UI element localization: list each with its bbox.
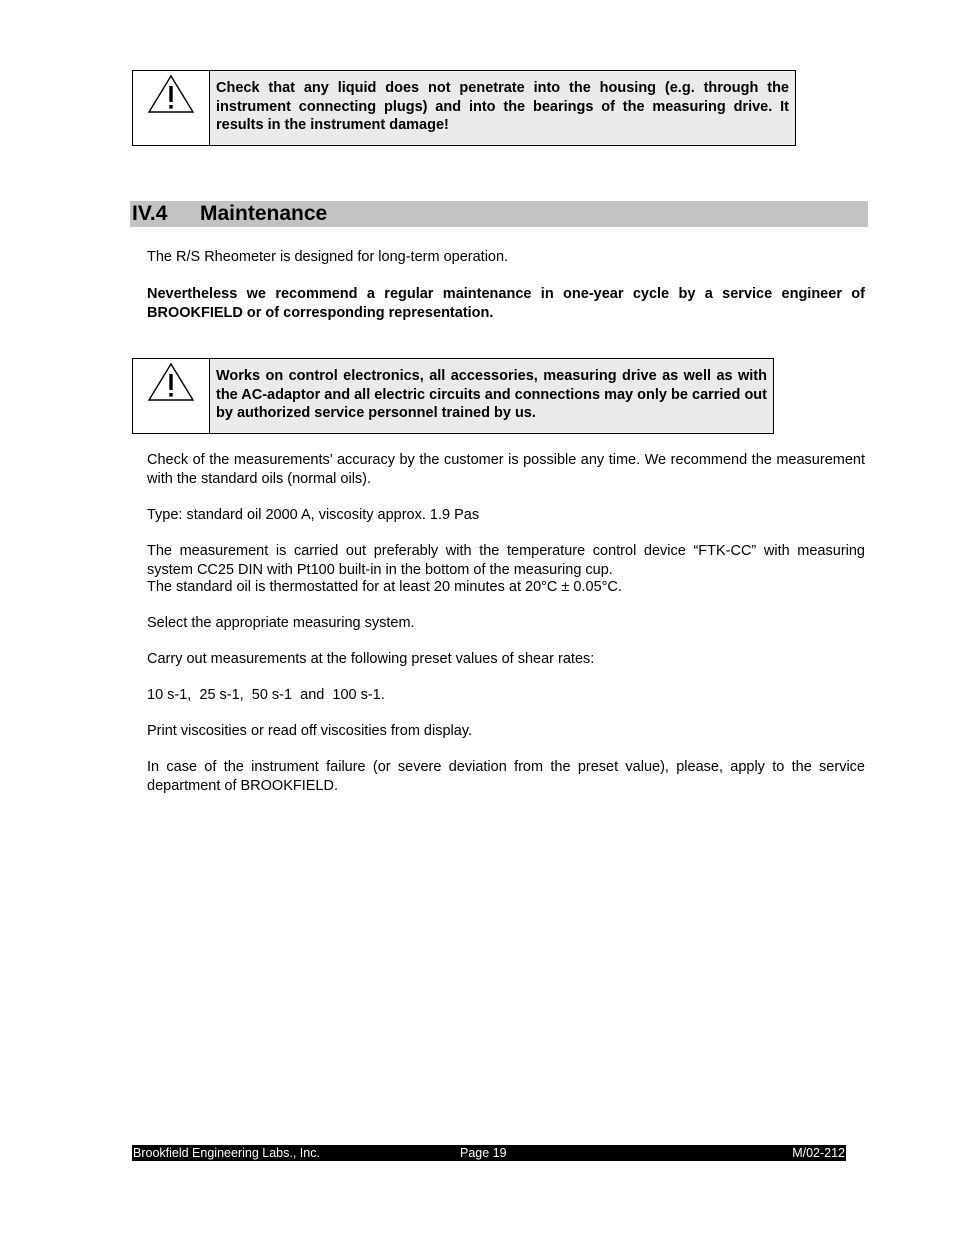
section-title: Maintenance	[200, 202, 328, 225]
recommendation-paragraph: Nevertheless we recommend a regular maintenance in one-year cycle by a service engineer of BROOKFIELD or of corresponding representation.	[147, 286, 865, 321]
procedure-paragraph: The measurement is carried out preferably with the temperature control device “FTK-CC” with measuring system CC25 DIN with Pt100 built-in in the bottom of the measuring cup.	[147, 543, 865, 578]
print-paragraph: Print viscosities or read off viscosities from display.	[147, 723, 473, 739]
accuracy-check-paragraph: Check of the measurements’ accuracy by the customer is possible any time. We recommend the measurement with the standard oils (normal oils).	[147, 452, 865, 487]
warning-box	[132, 358, 774, 434]
warning-triangle-icon	[147, 74, 195, 119]
intro-paragraph: The R/S Rheometer is designed for long-term operation.	[147, 249, 509, 265]
select-system-paragraph: Select the appropriate measuring system.	[147, 615, 415, 631]
shear-rates-paragraph: 10 s-1, 25 s-1, 50 s-1 and 100 s-1.	[147, 687, 385, 703]
warning-text: Works on control electronics, all accessories, measuring drive as well as with the AC-adaptor and all electric circuits and connections may only be carried out by authorized service personnel trained by us.	[210, 359, 773, 433]
section-number: IV.4	[132, 202, 168, 225]
footer-company: Brookfield Engineering Labs., Inc.	[133, 1146, 320, 1160]
warning-box	[132, 70, 796, 146]
carry-out-paragraph: Carry out measurements at the following preset values of shear rates:	[147, 651, 595, 667]
footer-page-number: Page 19	[460, 1146, 507, 1160]
warning-text: Check that any liquid does not penetrate into the housing (e.g. through the instrument connecting plugs) and into the bearings of the measuring drive. It results in the instrument damage!	[210, 71, 795, 145]
section-heading	[130, 201, 868, 227]
type-paragraph: Type: standard oil 2000 A, viscosity approx. 1.9 Pas	[147, 507, 480, 523]
failure-paragraph: In case of the instrument failure (or severe deviation from the preset value), please, apply to the service department of BROOKFIELD.	[147, 759, 865, 794]
warning-triangle-icon	[147, 362, 195, 407]
page-footer	[132, 1145, 846, 1161]
thermostat-paragraph: The standard oil is thermostatted for at least 20 minutes at 20°C ± 0.05°C.	[147, 579, 622, 595]
warning-icon-cell	[133, 359, 210, 433]
warning-icon-cell	[133, 71, 210, 145]
footer-doc-code: M/02-212	[792, 1146, 845, 1160]
